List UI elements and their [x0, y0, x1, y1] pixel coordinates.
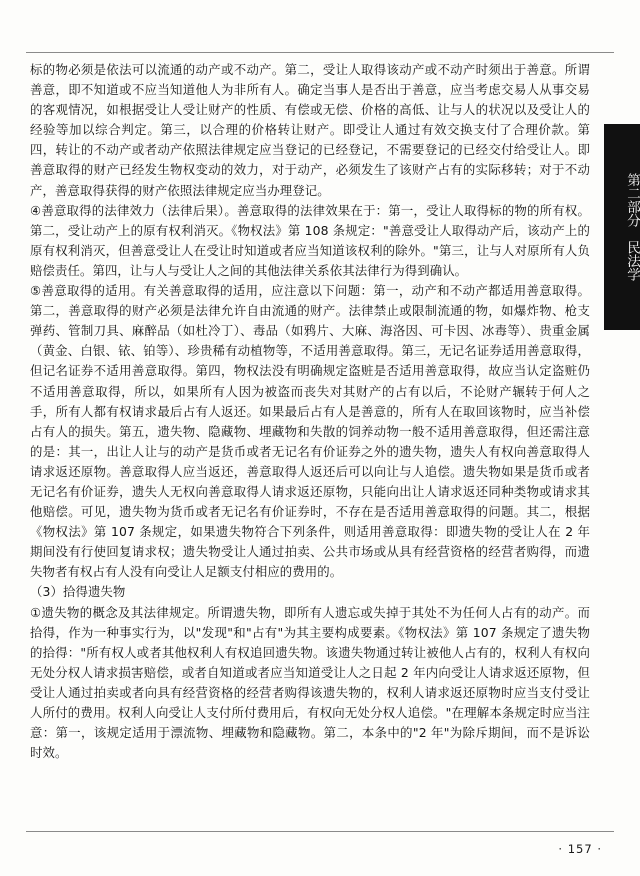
para-item-1: ①遗失物的概念及其法律规定。所谓遗失物，即所有人遗忘或失掉于其处不为任何人占有的动产。而拾得，作为一种事实行为，以"发现"和"占有"为其主要构成要素。《物权法》第 107 条规定了遗失物的拾得："所有权人或者其他权利人有权追回遗失物。该遗失物通过转让被他人占有的，权利人有权向无处分权人请求损害赔偿，或者自知道或者应当知道受让人之日起 2 年内向受让人请求返还原物，但受让人通过拍卖或者向具有经营资格的经营者购得该遗失物的，权利人请求返还原物时应当支付受让人所付的费用。权利人向受让人支付所付费用后，有权向无处分权人追偿。"在理解本条规定时应当注意：第一，该规定适用于漂流物、埋藏物和隐藏物。第二，本条中的"2 年"为除斥期间，而不是诉讼时效。: [30, 604, 590, 761]
section-thumb-label: 第二部分 民法学: [624, 173, 640, 281]
top-rule: [26, 52, 614, 53]
page-number: · 157 ·: [558, 842, 602, 856]
para-item-4: ④善意取得的法律效力（法律后果）。善意取得的法律效果在于：第一，受让人取得标的物的所有权。第二，受让动产上的原有权利消灭。《物权法》第 108 条规定："善意受让人取得动产后，该动产上的原有权利消灭，但善意受让人在受让时知道或者应当知道该权利的除外。"第三，让与人对原所有人负赔偿责任。第四，让与人与受让人之间的其他法律关系依其法律行为得到确认。: [30, 202, 590, 278]
para-item-5: ⑤善意取得的适用。有关善意取得的适用，应注意以下问题：第一，动产和不动产都适用善意取得。第二，善意取得的财产必须是法律允许自由流通的财产。法律禁止或限制流通的物，如爆炸物、枪支弹药、管制刀具、麻醉品（如杜冷丁）、毒品（如鸦片、大麻、海洛因、可卡因、冰毒等）、贵重金属（黄金、白银、铱、铂等）、珍贵稀有动植物等，不适用善意取得。第三，无记名证券适用善意取得，但记名证券不适用善意取得。第四，物权法没有明确规定盗赃是否适用善意取得，故应当认定盗赃仍不适用善意取得，所以，如果所有人因为被盗而丧失对其财产的占有以后，不论财产辗转于何人之手，所有人都有权请求最后占有人返还。如果最后占有人是善意的，所有人在取回该物时，应当补偿占有人的损失。第五，遗失物、隐藏物、埋藏物和失散的饲养动物一般不适用善意取得，但还需注意的是：其一，出让人让与的动产是货币或者无记名有价证券之外的遗失物，遗失人有权向善意取得人请求返还原物。善意取得人应当返还，善意取得人返还后可以向让与人追偿。遗失物如果是货币或者无记名有价证券，遗失人无权向善意取得人请求返还原物，只能向出让人请求返还同种类物或请求其他赔偿。可见，遗失物为货币或者无记名有价证券时，不存在是否适用善意取得的问题。其二，根据《物权法》第 107 条规定，如果遗失物符合下列条件，则适用善意取得：即遗失物的受让人在 2 年期间没有行使回复请求权；遗失物受让人通过拍卖、公共市场或从具有经营资格的经营者购得，而遗失物者有权占有人没有向受让人足额支付相应的费用的。: [30, 283, 590, 580]
bottom-rule: [26, 831, 614, 832]
para-continued-1: 标的物必须是依法可以流通的动产或不动产。第二，受让人取得该动产或不动产时须出于善意。所谓善意，即不知道或不应当知道他人为非所有人。确定当事人是否出于善意，应当考虑交易人从事交易的客观情况，如根据受让人受让财产的性质、有偿或无偿、价格的高低、让与人的状况以及受让人的经验等加以综合判定。第三，以合理的价格转让财产。即受让人通过有效交换支付了合理价款。第四，转让的不动产或者动产依照法律规定应当登记的已经登记，不需要登记的已经交付给受让人。即善意取得的财产已经发生物权变动的效力，对于动产，必须发生了该财产占有的实际移转；对于不动产，善意取得获得的财产依照法律规定应当办理登记。: [30, 62, 590, 198]
body-text-column: [30, 60, 590, 763]
section-thumb-tab: [604, 124, 640, 330]
heading-3: （3）拾得遗失物: [30, 584, 126, 600]
